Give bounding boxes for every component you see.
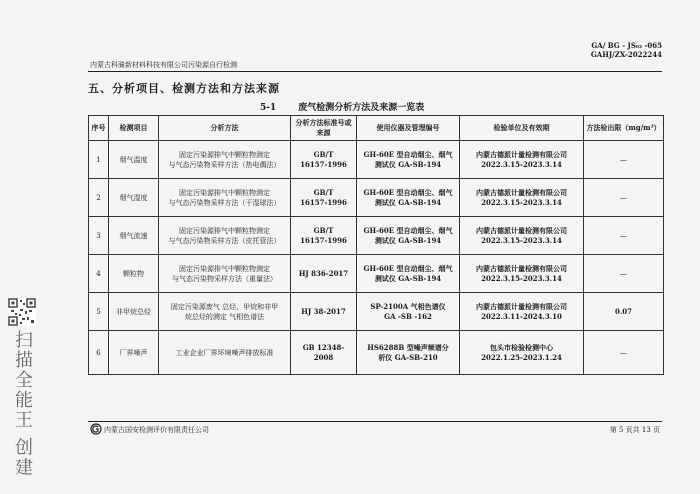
column-header: 序号: [89, 116, 109, 141]
analysis-method-cell-line: 固定污染源排气中颗粒物测定: [179, 150, 270, 159]
standard-number-cell: [291, 255, 357, 293]
column-header: 检测项目: [109, 116, 159, 141]
instrument-cell-line: GH-60E 型自动烟尘、烟气: [363, 149, 453, 159]
inspection-unit-cell: [460, 255, 584, 293]
inspection-unit-cell-line: 内蒙古德派计量检测有限公司: [476, 301, 567, 311]
document-code: [591, 41, 662, 59]
standard-number-cell: [291, 217, 357, 255]
inspection-unit-cell: [460, 179, 584, 217]
analysis-method-cell-line: 与气态污染物采样方法（重量法）: [172, 274, 277, 283]
standard-number-cell: [291, 141, 357, 179]
inspection-unit-cell-line: 2022.3.15-2023.3.14: [481, 235, 562, 245]
inspection-unit-cell-line: 内蒙古德派计量检测有限公司: [476, 187, 567, 197]
detection-limit-cell: 0.07: [584, 293, 664, 331]
instrument-cell: [357, 255, 460, 293]
row-number-cell: 1: [89, 141, 109, 179]
inspection-unit-cell: [460, 217, 584, 255]
inspection-unit-cell-line: 2022.1.25-2023.1.24: [481, 352, 562, 362]
table-body: [89, 141, 664, 375]
standard-number-cell-line: 16157-1996: [300, 197, 347, 207]
analysis-method-cell: [159, 293, 291, 331]
standard-number-cell-line: GB/T: [313, 187, 334, 197]
document-code-line-1: GA/ BG - JS₀₂ -065: [591, 41, 662, 50]
test-item-cell: 颗粒物: [109, 255, 159, 293]
instrument-cell: [357, 141, 460, 179]
inspection-unit-cell-line: 内蒙古德派计量检测有限公司: [476, 225, 567, 235]
analysis-method-cell: [159, 141, 291, 179]
inspection-unit-cell: [460, 293, 584, 331]
header-divider: [88, 71, 662, 72]
instrument-cell-line: 测试仪 GA-SB-194: [374, 159, 442, 169]
row-number-cell: 4: [89, 255, 109, 293]
section-title: 五、分析项目、检测方法和方法来源: [88, 82, 280, 95]
table-row: [89, 255, 664, 293]
standard-number-cell-line: GB/T: [313, 149, 334, 159]
standard-number-cell-line: HJ 836-2017: [298, 268, 349, 278]
inspection-unit-cell-line: 2022.3.11-2024.3.10: [481, 311, 562, 321]
test-item-cell: 非甲烷总烃: [109, 293, 159, 331]
test-item-cell: 烟气温度: [109, 141, 159, 179]
instrument-cell-line: GH-60E 型自动烟尘、烟气: [363, 187, 453, 197]
instrument-cell-line: 测试仪 GA-SB-194: [374, 273, 442, 283]
analysis-method-cell: [159, 179, 291, 217]
table-row: [89, 293, 664, 331]
row-number-cell: 6: [89, 331, 109, 375]
detection-limit-cell: —: [584, 179, 664, 217]
instrument-cell-line: GA -SB -162: [384, 311, 432, 321]
inspection-unit-cell-line: 2022.3.15-2023.3.14: [481, 273, 562, 283]
table-number: 5-1: [260, 103, 277, 113]
analysis-method-cell-line: 烷总烃的测定 气相色谱法: [184, 312, 265, 321]
analysis-method-cell: [159, 217, 291, 255]
standard-number-cell-line: GB/T: [313, 225, 334, 235]
instrument-cell-line: SP-2100A 气相色谱仪: [370, 301, 446, 311]
qr-code-icon: [8, 298, 36, 326]
table-header-row: [89, 116, 664, 141]
analysis-method-cell: [159, 331, 291, 375]
analysis-method-cell-line: 固定污染源排气中颗粒物测定: [179, 226, 270, 235]
inspection-unit-cell: [460, 141, 584, 179]
analysis-method-cell-line: 固定污染源废气 总烃、甲烷和非甲: [170, 302, 279, 311]
analysis-method-cell-line: 与气态污染物采样方法（干湿球法）: [168, 198, 281, 207]
scanner-watermark: 扫描全能王 创建: [12, 330, 33, 478]
column-header: 分析方法: [159, 116, 291, 141]
inspection-unit-cell-line: 内蒙古德派计量检测有限公司: [476, 149, 567, 159]
document-code-line-2: GAHJ/ZX-2022244: [590, 50, 662, 59]
test-item-cell: 烟气湿度: [109, 179, 159, 217]
detection-limit-cell: —: [584, 331, 664, 375]
detection-limit-cell: —: [584, 141, 664, 179]
detection-limit-cell: —: [584, 217, 664, 255]
analysis-method-cell: [159, 255, 291, 293]
analysis-method-cell-line: 与气态污染物采样方法（皮托管法）: [168, 236, 281, 245]
table-row: [89, 141, 664, 179]
inspection-unit-cell: [460, 331, 584, 375]
standard-number-cell: [291, 331, 357, 375]
row-number-cell: 3: [89, 217, 109, 255]
page-number: 第 5 页共 13 页: [609, 426, 660, 434]
table-row: [89, 217, 664, 255]
row-number-cell: 5: [89, 293, 109, 331]
standard-number-cell-line: 16157-1996: [300, 235, 347, 245]
table-title: 废气检测分析方法及来源一览表: [298, 103, 425, 113]
standard-number-cell-line: 16157-1996: [300, 159, 347, 169]
analysis-method-cell-line: 与气态污染物采样方法（热电偶法）: [168, 160, 281, 169]
analysis-method-cell-line: 工业企业厂界环境噪声排放标准: [175, 348, 274, 357]
detection-limit-cell: —: [584, 255, 664, 293]
analysis-methods-table: [88, 115, 664, 375]
instrument-cell-line: GH-60E 型自动烟尘、烟气: [363, 263, 453, 273]
instrument-cell: [357, 331, 460, 375]
standard-number-cell-line: GB 12348-2008: [302, 342, 345, 362]
column-header: 方法检出限（mg/m³）: [584, 116, 664, 141]
inspection-unit-cell-line: 2022.3.15-2023.3.14: [481, 197, 562, 207]
column-header: 使用仪器及管理编号: [357, 116, 460, 141]
instrument-cell-line: 测试仪 GA-SB-194: [374, 197, 442, 207]
standard-number-cell: [291, 293, 357, 331]
test-item-cell: 烟气流速: [109, 217, 159, 255]
inspection-unit-cell-line: 包头市检验检测中心: [490, 342, 553, 352]
table-caption: [260, 100, 424, 113]
analysis-method-cell-line: 固定污染源排气中颗粒物测定: [179, 264, 270, 273]
inspection-unit-cell-line: 2022.3.15-2023.3.14: [481, 159, 562, 169]
test-item-cell: 厂界噪声: [109, 331, 159, 375]
inspection-unit-cell-line: 内蒙古德派计量检测有限公司: [476, 263, 567, 273]
column-header: 分析方法标准号或来源: [291, 116, 357, 141]
row-number-cell: 2: [89, 179, 109, 217]
instrument-cell-line: 析仪 GA-SB-210: [378, 352, 438, 362]
instrument-cell-line: 测试仪 GA-SB-194: [374, 235, 442, 245]
company-logo-icon: [90, 423, 102, 435]
table-row: [89, 179, 664, 217]
footer-divider: [88, 421, 662, 422]
instrument-cell-line: GH-60E 型自动烟尘、烟气: [363, 225, 453, 235]
column-header: 检验单位及有效期: [460, 116, 584, 141]
instrument-cell-line: HS6288B 型噪声频谱分: [367, 342, 449, 352]
instrument-cell: [357, 179, 460, 217]
company-header: 内蒙古科骑新材料科技有限公司污染源自行检测: [90, 61, 237, 69]
footer-organization: 内蒙古国安检测评价有限责任公司: [104, 426, 209, 434]
instrument-cell: [357, 217, 460, 255]
table-row: [89, 331, 664, 375]
analysis-method-cell-line: 固定污染源排气中颗粒物测定: [179, 188, 270, 197]
instrument-cell: [357, 293, 460, 331]
standard-number-cell-line: HJ 38-2017: [301, 306, 346, 316]
standard-number-cell: [291, 179, 357, 217]
